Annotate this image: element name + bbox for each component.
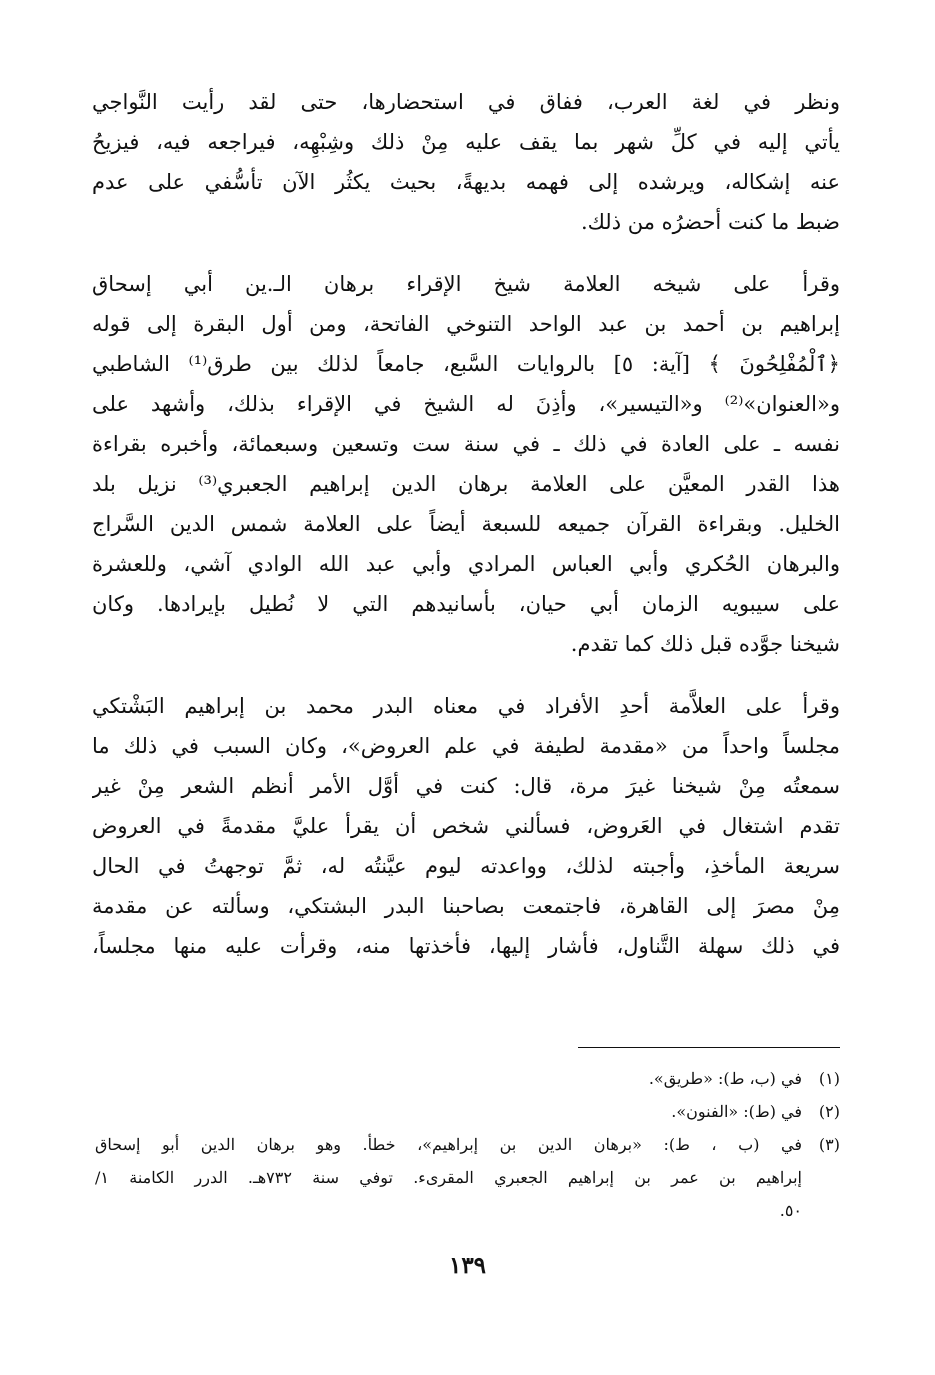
text-line: عنه إشكاله، ويرشده إلى فهمه بديهةً، بحيث يكثُر الآن تأسُّفي على عدم	[92, 170, 840, 194]
paragraph-2	[92, 264, 840, 664]
footnote-text	[95, 1095, 802, 1128]
footnote-line: إبراهيم بن عمر بن إبراهيم الجعبري المقرىء. توفي سنة ٧٣٢هـ. الدرر الكامنة ١/	[95, 1168, 802, 1187]
footnote-divider	[578, 1047, 840, 1048]
footnote-1	[95, 1062, 840, 1095]
text-line: مجلساً واحداً من «مقدمة لطيفة في علم العروض»، وكان السبب في ذلك ما	[92, 734, 840, 758]
text-line: ﴿ٱلْمُفْلِحُونَ ﴾ [آية: ٥] بالروايات السَّبع، جامعاً لذلك بين طرق⁽¹⁾ الشاطبي	[92, 352, 840, 376]
text-line: إبراهيم بن أحمد بن عبد الواحد التنوخي الفاتحة، ومن أول البقرة إلى قوله	[92, 312, 840, 336]
footnote-3	[95, 1128, 840, 1227]
text-line: و«العنوان»⁽²⁾ و«التيسير»، وأذِنَ له الشيخ في الإقراء بذلك، وأشهد على	[92, 392, 840, 416]
text-line: مِنْ مصرَ إلى القاهرة، فاجتمعت بصاحبنا البدر البشتكي، وسألته عن مقدمة	[92, 894, 840, 918]
footnote-line: في (ط): «الفنون».	[671, 1102, 802, 1121]
text-line: هذا القدر المعيَّن على العلامة برهان الدين إبراهيم الجعبري⁽³⁾ نزيل بلد	[92, 472, 840, 496]
footnote-text	[95, 1062, 802, 1095]
paragraph-1	[92, 82, 840, 242]
footnote-line: في (ب ، ط): «برهان الدين بن إبراهيم»، خطأ. وهو برهان الدين أبو إسحاق	[95, 1135, 802, 1154]
text-line: سمعتُه مِنْ شيخنا غيرَ مرة، قال: كنت في أوَّل الأمر أنظم الشعر مِنْ غير	[92, 774, 840, 798]
text-line: سريعة المأخذِ، وأجبته لذلك، وواعدته ليوم عيَّنتُه له، ثمَّ توجهتُ في الحال	[92, 854, 840, 878]
text-line: شيخنا جوَّده قبل ذلك كما تقدم.	[570, 632, 840, 656]
footnote-line: ٥٠.	[779, 1201, 802, 1220]
text-line: الخليل. وبقراءة القرآن جميعه للسبعة أيضاً على العلامة شمس الدين السَّراج	[92, 512, 840, 536]
text-line: وقرأ على العلاَّمة أحدِ الأفراد في معناه البدر محمد بن إبراهيم البَشْتكي	[92, 694, 840, 718]
text-line: في ذلك سهلة التَّناول، فأشار إليها، فأخذتها منه، وقرأت عليه منها مجلساً،	[92, 934, 840, 958]
footnote-number: (١)	[818, 1069, 840, 1088]
footnotes	[95, 1062, 840, 1227]
text-line: تقدم اشتغال في العَروض، فسألني شخص أن يقرأ عليَّ مقدمةً في العروض	[92, 814, 840, 838]
page-number: ١٣٩	[448, 1252, 487, 1279]
footnote-text	[95, 1128, 802, 1227]
footnote-number: (٢)	[818, 1102, 840, 1121]
text-line: على سيبويه الزمان أبي حيان، بأسانيدهم التي لا نُطيل بإيرادها. وكان	[92, 592, 840, 616]
text-line: والبرهان الحُكري وأبي العباس المرادي وأبي عبد الله الوادي آشي، وللعشرة	[92, 552, 840, 576]
paragraph-3	[92, 686, 840, 966]
text-line: ضبط ما كنت أحضرُه من ذلك.	[580, 210, 840, 234]
text-line: يأتي إليه في كلِّ شهر بما يقف عليه مِنْ ذلك وشِبْهِه، فيراجعه فيه، فيزيحُ	[92, 130, 840, 154]
text-line: نفسه ـ على العادة في ذلك ـ في سنة ست وتسعين وسبعمائة، وأخبره بقراءة	[92, 432, 840, 456]
footnote-2	[95, 1095, 840, 1128]
main-text	[92, 82, 840, 988]
footnote-number: (٣)	[818, 1135, 840, 1154]
footnote-line: في (ب، ط): «طريق».	[648, 1069, 802, 1088]
text-line: وقرأ على شيخه العلامة شيخ الإقراء برهان الـ.ين أبي إسحاق	[92, 272, 840, 296]
text-line: ونظر في لغة العرب، ففاق في استحضارها، حتى لقد رأيت النَّواجي	[92, 90, 840, 114]
